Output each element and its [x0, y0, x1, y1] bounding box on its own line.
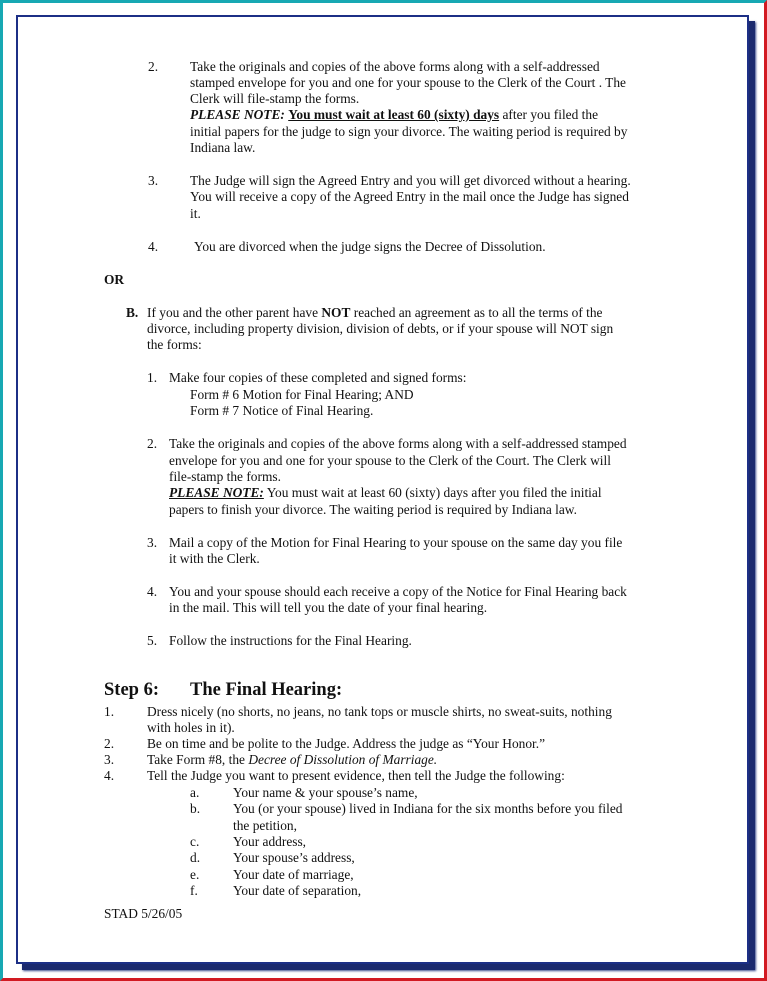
a-item2-number: 2.: [148, 59, 159, 74]
s6-sub-a-letter: a.: [190, 785, 200, 800]
s6-item3-number: 3.: [104, 752, 115, 767]
b-item2-note-line: [169, 485, 602, 501]
s6-sub-c-letter: c.: [190, 834, 200, 849]
s6-item3-line1: [147, 752, 437, 768]
or-label: OR: [104, 272, 125, 287]
a-item2-note-rest: after you filed the: [499, 107, 599, 122]
b-item2-number: 2.: [147, 436, 158, 451]
s6-item2-line1: Be on time and be polite to the Judge. Address the judge as “Your Honor.”: [147, 736, 546, 751]
b-item1-line2: Form # 6 Motion for Final Hearing; AND: [190, 387, 414, 402]
s6-sub-d-text: Your spouse’s address,: [233, 850, 355, 865]
a-item2-line3: Clerk will file-stamp the forms.: [190, 91, 360, 106]
s6-item2-number: 2.: [104, 736, 115, 751]
s6-item3-pre: Take Form #8, the: [147, 752, 249, 767]
section-b-intro-line1: [147, 305, 603, 321]
b-item1-line1: Make four copies of these completed and signed forms:: [169, 370, 467, 385]
s6-sub-c-text: Your address,: [233, 834, 307, 849]
a-item4-number: 4.: [148, 239, 159, 254]
b-item2-line1: Take the originals and copies of the above forms along with a self-addressed stamped: [169, 436, 627, 451]
s6-sub-e-letter: e.: [190, 867, 200, 882]
b-item3-number: 3.: [147, 535, 158, 550]
b-item5-number: 5.: [147, 633, 158, 648]
s6-item1-number: 1.: [104, 704, 115, 719]
b-item4-line1: You and your spouse should each receive a copy of the Notice for Final Hearing back: [169, 584, 627, 599]
s6-sub-d-letter: d.: [190, 850, 201, 865]
a-item3-line1: The Judge will sign the Agreed Entry and you will get divorced without a hearing.: [190, 173, 631, 188]
a-item2-line1: Take the originals and copies of the above forms along with a self-addressed: [190, 59, 600, 74]
s6-sub-b-letter: b.: [190, 801, 201, 816]
step6-label: Step 6:: [104, 680, 159, 700]
section-b-intro-line3: the forms:: [147, 337, 202, 352]
s6-item3-emphasis: Decree of Dissolution of Marriage.: [248, 752, 438, 767]
b-item3-line2: it with the Clerk.: [169, 551, 260, 566]
footer-code: STAD 5/26/05: [104, 906, 183, 921]
s6-sub-f-text: Your date of separation,: [233, 883, 362, 898]
s6-sub-b-text2: the petition,: [233, 818, 297, 833]
a-item4-line1: You are divorced when the judge signs the Decree of Dissolution.: [194, 239, 546, 254]
a-item2-note-line: [190, 107, 598, 123]
section-b-intro-post: reached an agreement as to all the terms of the: [350, 305, 603, 320]
section-b-intro-line2: divorce, including property division, division of debts, or if your spouse will NOT sign: [147, 321, 614, 336]
s6-item4-number: 4.: [104, 768, 115, 783]
s6-item4-line1: Tell the Judge you want to present evidence, then tell the Judge the following:: [147, 768, 565, 783]
b-item1-number: 1.: [147, 370, 158, 385]
b-item2-line3: file-stamp the forms.: [169, 469, 281, 484]
b-item2-line5: papers to finish your divorce. The waiting period is required by Indiana law.: [169, 502, 577, 517]
a-item2-note-emphasis: You must wait at least 60 (sixty) days: [288, 107, 500, 122]
a-item2-note-label: PLEASE NOTE:: [190, 107, 285, 122]
b-item3-line1: Mail a copy of the Motion for Final Hearing to your spouse on the same day you file: [169, 535, 623, 550]
b-item5-line1: Follow the instructions for the Final Hearing.: [169, 633, 412, 648]
section-b-letter: B.: [126, 305, 139, 320]
a-item3-line3: it.: [190, 206, 201, 221]
a-item2-line6: Indiana law.: [190, 140, 256, 155]
b-item2-note-label: PLEASE NOTE:: [169, 485, 264, 500]
a-item2-line5: initial papers for the judge to sign your divorce. The waiting period is required by: [190, 124, 628, 139]
section-b-intro-pre: If you and the other parent have: [147, 305, 322, 320]
document-page: [16, 15, 749, 964]
b-item4-number: 4.: [147, 584, 158, 599]
s6-sub-f-letter: f.: [190, 883, 198, 898]
s6-sub-a-text: Your name & your spouse’s name,: [233, 785, 418, 800]
s6-item1-line1: Dress nicely (no shorts, no jeans, no tank tops or muscle shirts, no sweat-suits, nothing: [147, 704, 612, 719]
b-item1-line3: Form # 7 Notice of Final Hearing.: [190, 403, 374, 418]
section-b-intro-not: NOT: [321, 305, 351, 320]
b-item2-line2: envelope for you and one for your spouse to the Clerk of the Court. The Clerk will: [169, 453, 611, 468]
b-item2-note-rest: You must wait at least 60 (sixty) days after you filed the initial: [263, 485, 602, 500]
a-item3-number: 3.: [148, 173, 159, 188]
a-item3-line2: You will receive a copy of the Agreed Entry in the mail once the Judge has signed: [190, 189, 629, 204]
step6-title: The Final Hearing:: [190, 680, 343, 700]
s6-item1-line2: with holes in it).: [147, 720, 235, 735]
s6-sub-e-text: Your date of marriage,: [233, 867, 354, 882]
a-item2-line2: stamped envelope for you and one for your spouse to the Clerk of the Court . The: [190, 75, 626, 90]
b-item4-line2: in the mail. This will tell you the date of your final hearing.: [169, 600, 488, 615]
s6-sub-b-text: You (or your spouse) lived in Indiana for the six months before you filed: [233, 801, 623, 816]
